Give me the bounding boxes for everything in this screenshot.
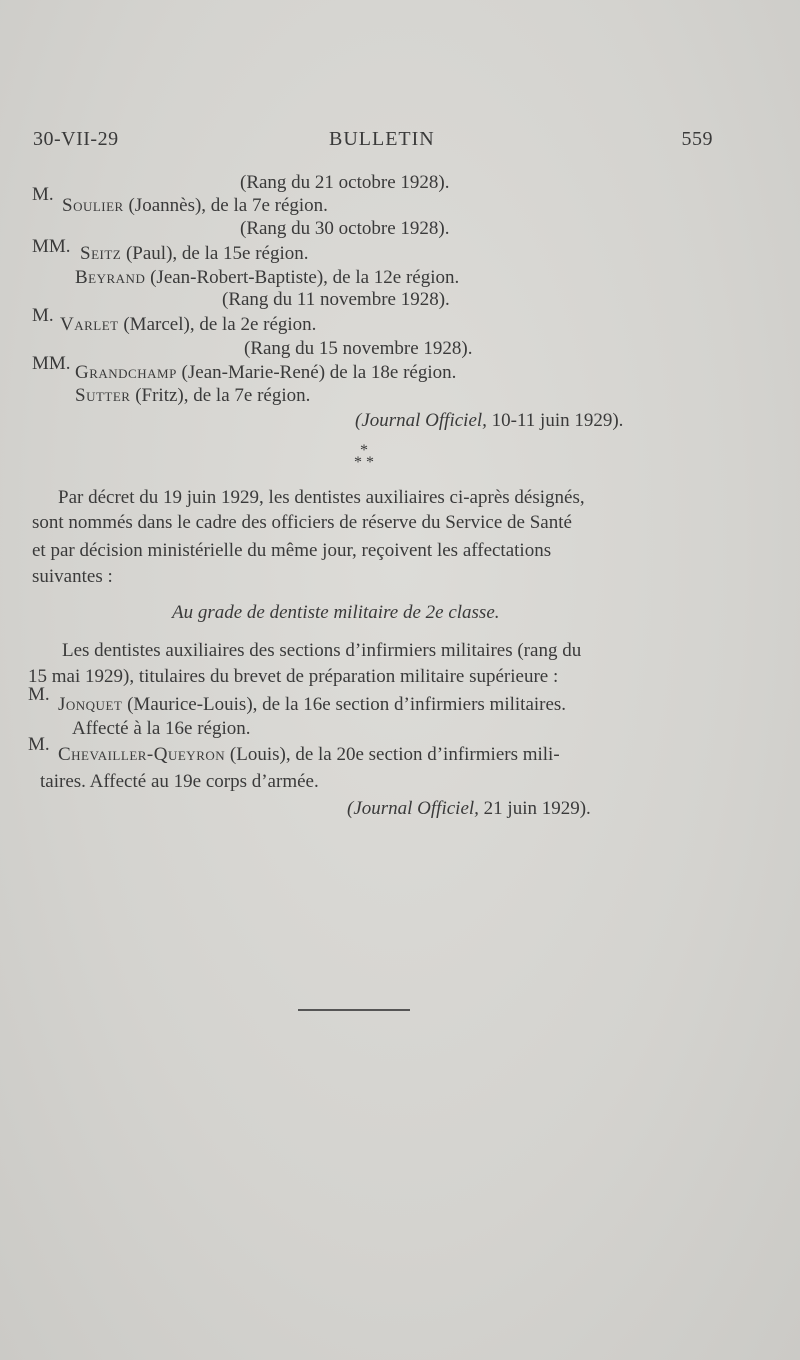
page-number: 559 bbox=[681, 128, 713, 150]
entry-beyrand bbox=[75, 267, 459, 289]
section-subtitle: Au grade de dentiste militaire de 2e classe. bbox=[172, 602, 500, 623]
journal-citation bbox=[347, 798, 591, 820]
rang-line: (Rang du 15 novembre 1928). bbox=[244, 338, 473, 359]
surname: Varlet bbox=[60, 314, 119, 335]
header-title: BULLETIN bbox=[329, 128, 435, 150]
surname: Grandchamp bbox=[75, 362, 177, 383]
paragraph-line: sont nommés dans le cadre des officiers de réserve du Service de Santé bbox=[32, 512, 572, 533]
surname: Seitz bbox=[80, 243, 122, 264]
paragraph-line: et par décision ministérielle du même jour, reçoivent les affectations bbox=[32, 540, 552, 561]
paragraph-line: taires. Affecté au 19e corps d’armée. bbox=[40, 771, 319, 792]
entry-text: (Louis), de la 20e section d’infirmiers mili- bbox=[225, 744, 560, 765]
journal-title: (Journal Officiel, bbox=[355, 410, 487, 431]
entry-text: (Joannès), de la 7e région. bbox=[123, 195, 328, 216]
title-m: M. bbox=[32, 305, 54, 326]
entry-text: (Fritz), de la 7e région. bbox=[130, 385, 311, 406]
surname: Jonquet bbox=[58, 694, 123, 715]
title-m: M. bbox=[28, 734, 50, 755]
journal-date: 10-11 juin 1929). bbox=[486, 410, 624, 431]
entry-text: (Jean-Marie-René) de la 18e région. bbox=[176, 362, 457, 383]
entry-grandchamp bbox=[75, 362, 456, 384]
title-mm: MM. bbox=[32, 353, 71, 374]
entry-text: (Paul), de la 15e région. bbox=[121, 243, 309, 264]
paragraph-line: suivantes : bbox=[32, 566, 113, 587]
entry-sutter bbox=[75, 385, 310, 407]
running-header bbox=[33, 128, 713, 158]
title-mm: MM. bbox=[32, 236, 71, 257]
header-date: 30-VII-29 bbox=[33, 128, 119, 150]
end-rule bbox=[298, 1009, 410, 1011]
entry-jonquet bbox=[58, 694, 566, 716]
journal-citation bbox=[355, 410, 623, 432]
rang-line: (Rang du 21 octobre 1928). bbox=[240, 172, 450, 193]
surname: Soulier bbox=[62, 195, 124, 216]
paragraph-line: 15 mai 1929), titulaires du brevet de préparation militaire supérieure : bbox=[28, 666, 559, 687]
entry-soulier bbox=[62, 195, 328, 217]
entry-chevailler bbox=[58, 744, 560, 766]
surname: Chevailler-Queyron bbox=[58, 744, 226, 765]
entry-text: (Maurice-Louis), de la 16e section d’infirmiers militaires. bbox=[122, 694, 567, 715]
entry-text: (Jean-Robert-Baptiste), de la 12e région. bbox=[145, 267, 460, 288]
rang-line: (Rang du 11 novembre 1928). bbox=[222, 289, 450, 310]
title-m: M. bbox=[32, 184, 54, 205]
surname: Beyrand bbox=[75, 267, 146, 288]
paragraph-line: Affecté à la 16e région. bbox=[72, 718, 251, 739]
title-m: M. bbox=[28, 684, 50, 705]
rang-line: (Rang du 30 octobre 1928). bbox=[240, 218, 450, 239]
surname: Sutter bbox=[75, 385, 131, 406]
entry-text: (Marcel), de la 2e région. bbox=[118, 314, 317, 335]
paragraph-line: Les dentistes auxiliaires des sections d’infirmiers militaires (rang du bbox=[62, 640, 582, 661]
entry-seitz bbox=[80, 243, 309, 265]
journal-date: 21 juin 1929). bbox=[478, 798, 591, 819]
paragraph-line: Par décret du 19 juin 1929, les dentistes auxiliaires ci-après désignés, bbox=[58, 487, 585, 508]
entry-varlet bbox=[60, 314, 316, 336]
journal-title: (Journal Officiel, bbox=[347, 798, 479, 819]
section-separator: * * * bbox=[354, 442, 374, 471]
